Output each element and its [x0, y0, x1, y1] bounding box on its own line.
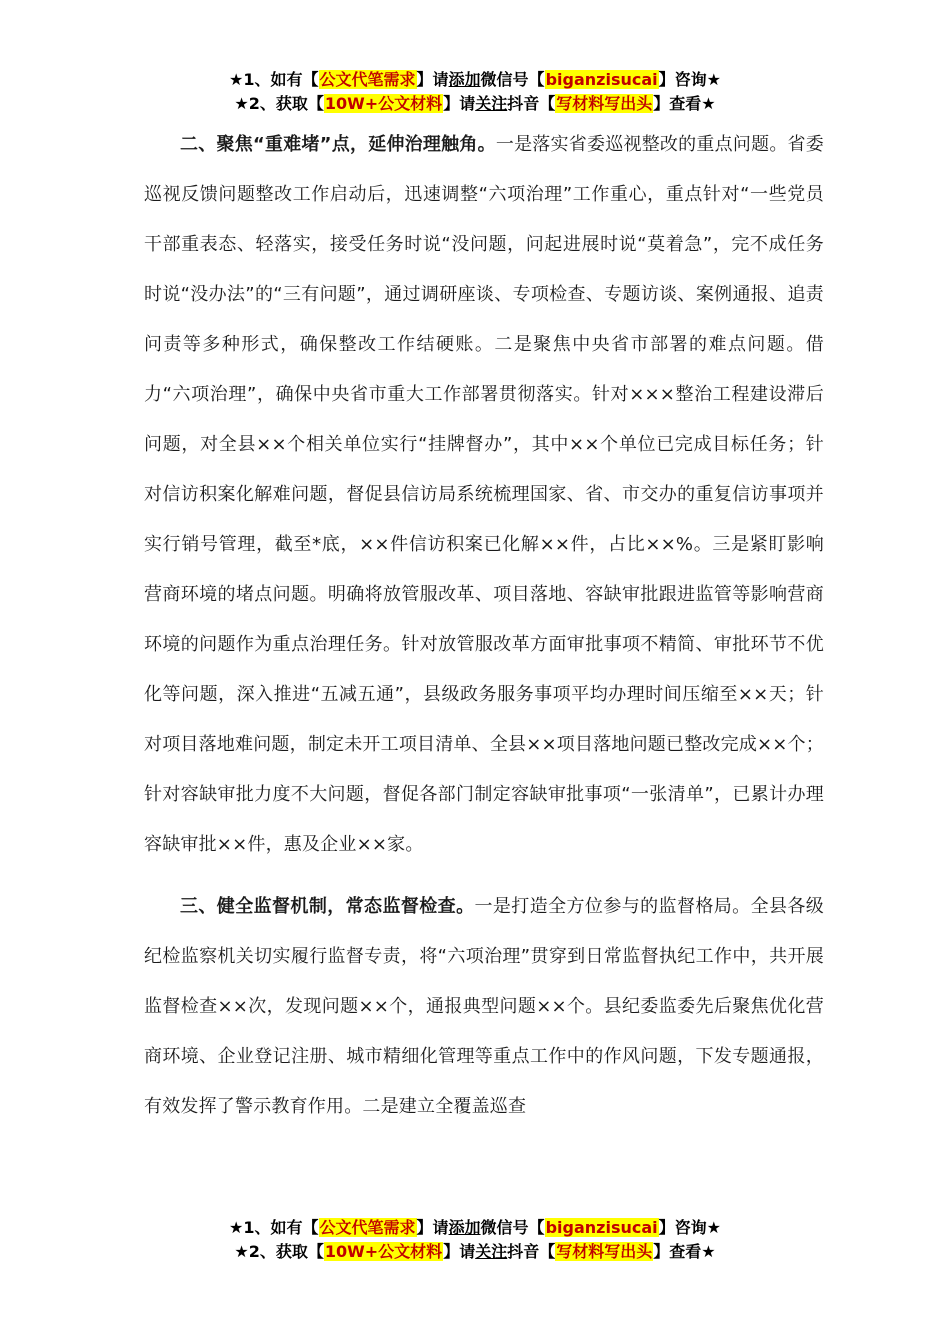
promo-text: 】查看★ [653, 1242, 716, 1261]
section-two-paragraph [144, 120, 824, 870]
promo-douyin-account: 写材料写出头 [556, 94, 653, 113]
promo-text: ★1、如有【 [229, 70, 319, 89]
promo-line-1 [0, 68, 950, 92]
section-three-heading: 三、健全监督机制，常态监督检查。 [180, 896, 475, 917]
promo-text: 微信号【 [480, 1218, 545, 1237]
section-two-heading: 二、聚焦“重难堵”点，延伸治理触角。 [180, 134, 496, 155]
promo-text: 抖音【 [507, 1242, 556, 1261]
promo-text: 】请 [443, 94, 476, 113]
promo-underline: 关注 [475, 94, 508, 113]
promo-text: 】请 [416, 1218, 449, 1237]
promo-line-1 [0, 1216, 950, 1240]
promo-text: ★2、获取【 [234, 94, 324, 113]
promo-highlight: 公文代笔需求 [319, 1218, 416, 1237]
promo-highlight: 10W+公文材料 [324, 1242, 443, 1261]
promo-text: ★2、获取【 [234, 1242, 324, 1261]
promo-text: 】咨询★ [658, 1218, 721, 1237]
promo-highlight: 10W+公文材料 [324, 94, 443, 113]
promo-text: ★1、如有【 [229, 1218, 319, 1237]
promo-underline: 添加 [448, 70, 481, 89]
promo-line-2 [0, 92, 950, 116]
promo-text: 】咨询★ [658, 70, 721, 89]
document-body [144, 120, 824, 1132]
promo-underline: 添加 [448, 1218, 481, 1237]
section-three-text: 一是打造全方位参与的监督格局。全县各级纪检监察机关切实履行监督专责，将“六项治理”贯穿到日常监督执纪工作中，共开展监督检查××次，发现问题××个，通报典型问题××个。县纪委监委先后聚焦优化营商环境、企业登记注册、城市精细化管理等重点工作中的作风问题，下发专题通报，有效发挥了警示教育作用。二是建立全覆盖巡查 [144, 896, 824, 1117]
promo-text: 】查看★ [653, 94, 716, 113]
promo-footer [0, 1216, 950, 1264]
promo-text: 】请 [416, 70, 449, 89]
promo-text: 】请 [443, 1242, 476, 1261]
promo-line-2 [0, 1240, 950, 1264]
promo-highlight: 公文代笔需求 [319, 70, 416, 89]
section-three-paragraph [144, 882, 824, 1132]
promo-text: 抖音【 [507, 94, 556, 113]
promo-douyin-account: 写材料写出头 [556, 1242, 653, 1261]
promo-underline: 关注 [475, 1242, 508, 1261]
promo-text: 微信号【 [480, 70, 545, 89]
promo-header [0, 68, 950, 116]
section-two-text: 一是落实省委巡视整改的重点问题。省委巡视反馈问题整改工作启动后，迅速调整“六项治理”工作重心，重点针对“一些党员干部重表态、轻落实，接受任务时说“没问题，问起进展时说“莫着急”，完不成任务时说“没办法”的“三有问题”，通过调研座谈、专项检查、专题访谈、案例通报、追责问责等多种形式，确保整改工作结硬账。二是聚焦中央省市部署的难点问题。借力“六项治理”，确保中央省市重大工作部署贯彻落实。针对×××整治工程建设滞后问题，对全县××个相关单位实行“挂牌督办”，其中××个单位已完成目标任务；针对信访积案化解难问题，督促县信访局系统梳理国家、省、市交办的重复信访事项并实行销号管理，截至*底，××件信访积案已化解××件，占比××%。三是紧盯影响营商环境的堵点问题。明确将放管服改革、项目落地、容缺审批跟进监管等影响营商环境的问题作为重点治理任务。针对放管服改革方面审批事项不精简、审批环节不优化等问题，深入推进“五减五通”，县级政务服务事项平均办理时间压缩至××天；针对项目落地难问题，制定未开工项目清单、全县××项目落地问题已整改完成××个；针对容缺审批力度不大问题，督促各部门制定容缺审批事项“一张清单”，已累计办理容缺审批××件，惠及企业××家。 [144, 134, 824, 855]
promo-wechat-id: biganzisucai [545, 1218, 658, 1237]
promo-wechat-id: biganzisucai [545, 70, 658, 89]
